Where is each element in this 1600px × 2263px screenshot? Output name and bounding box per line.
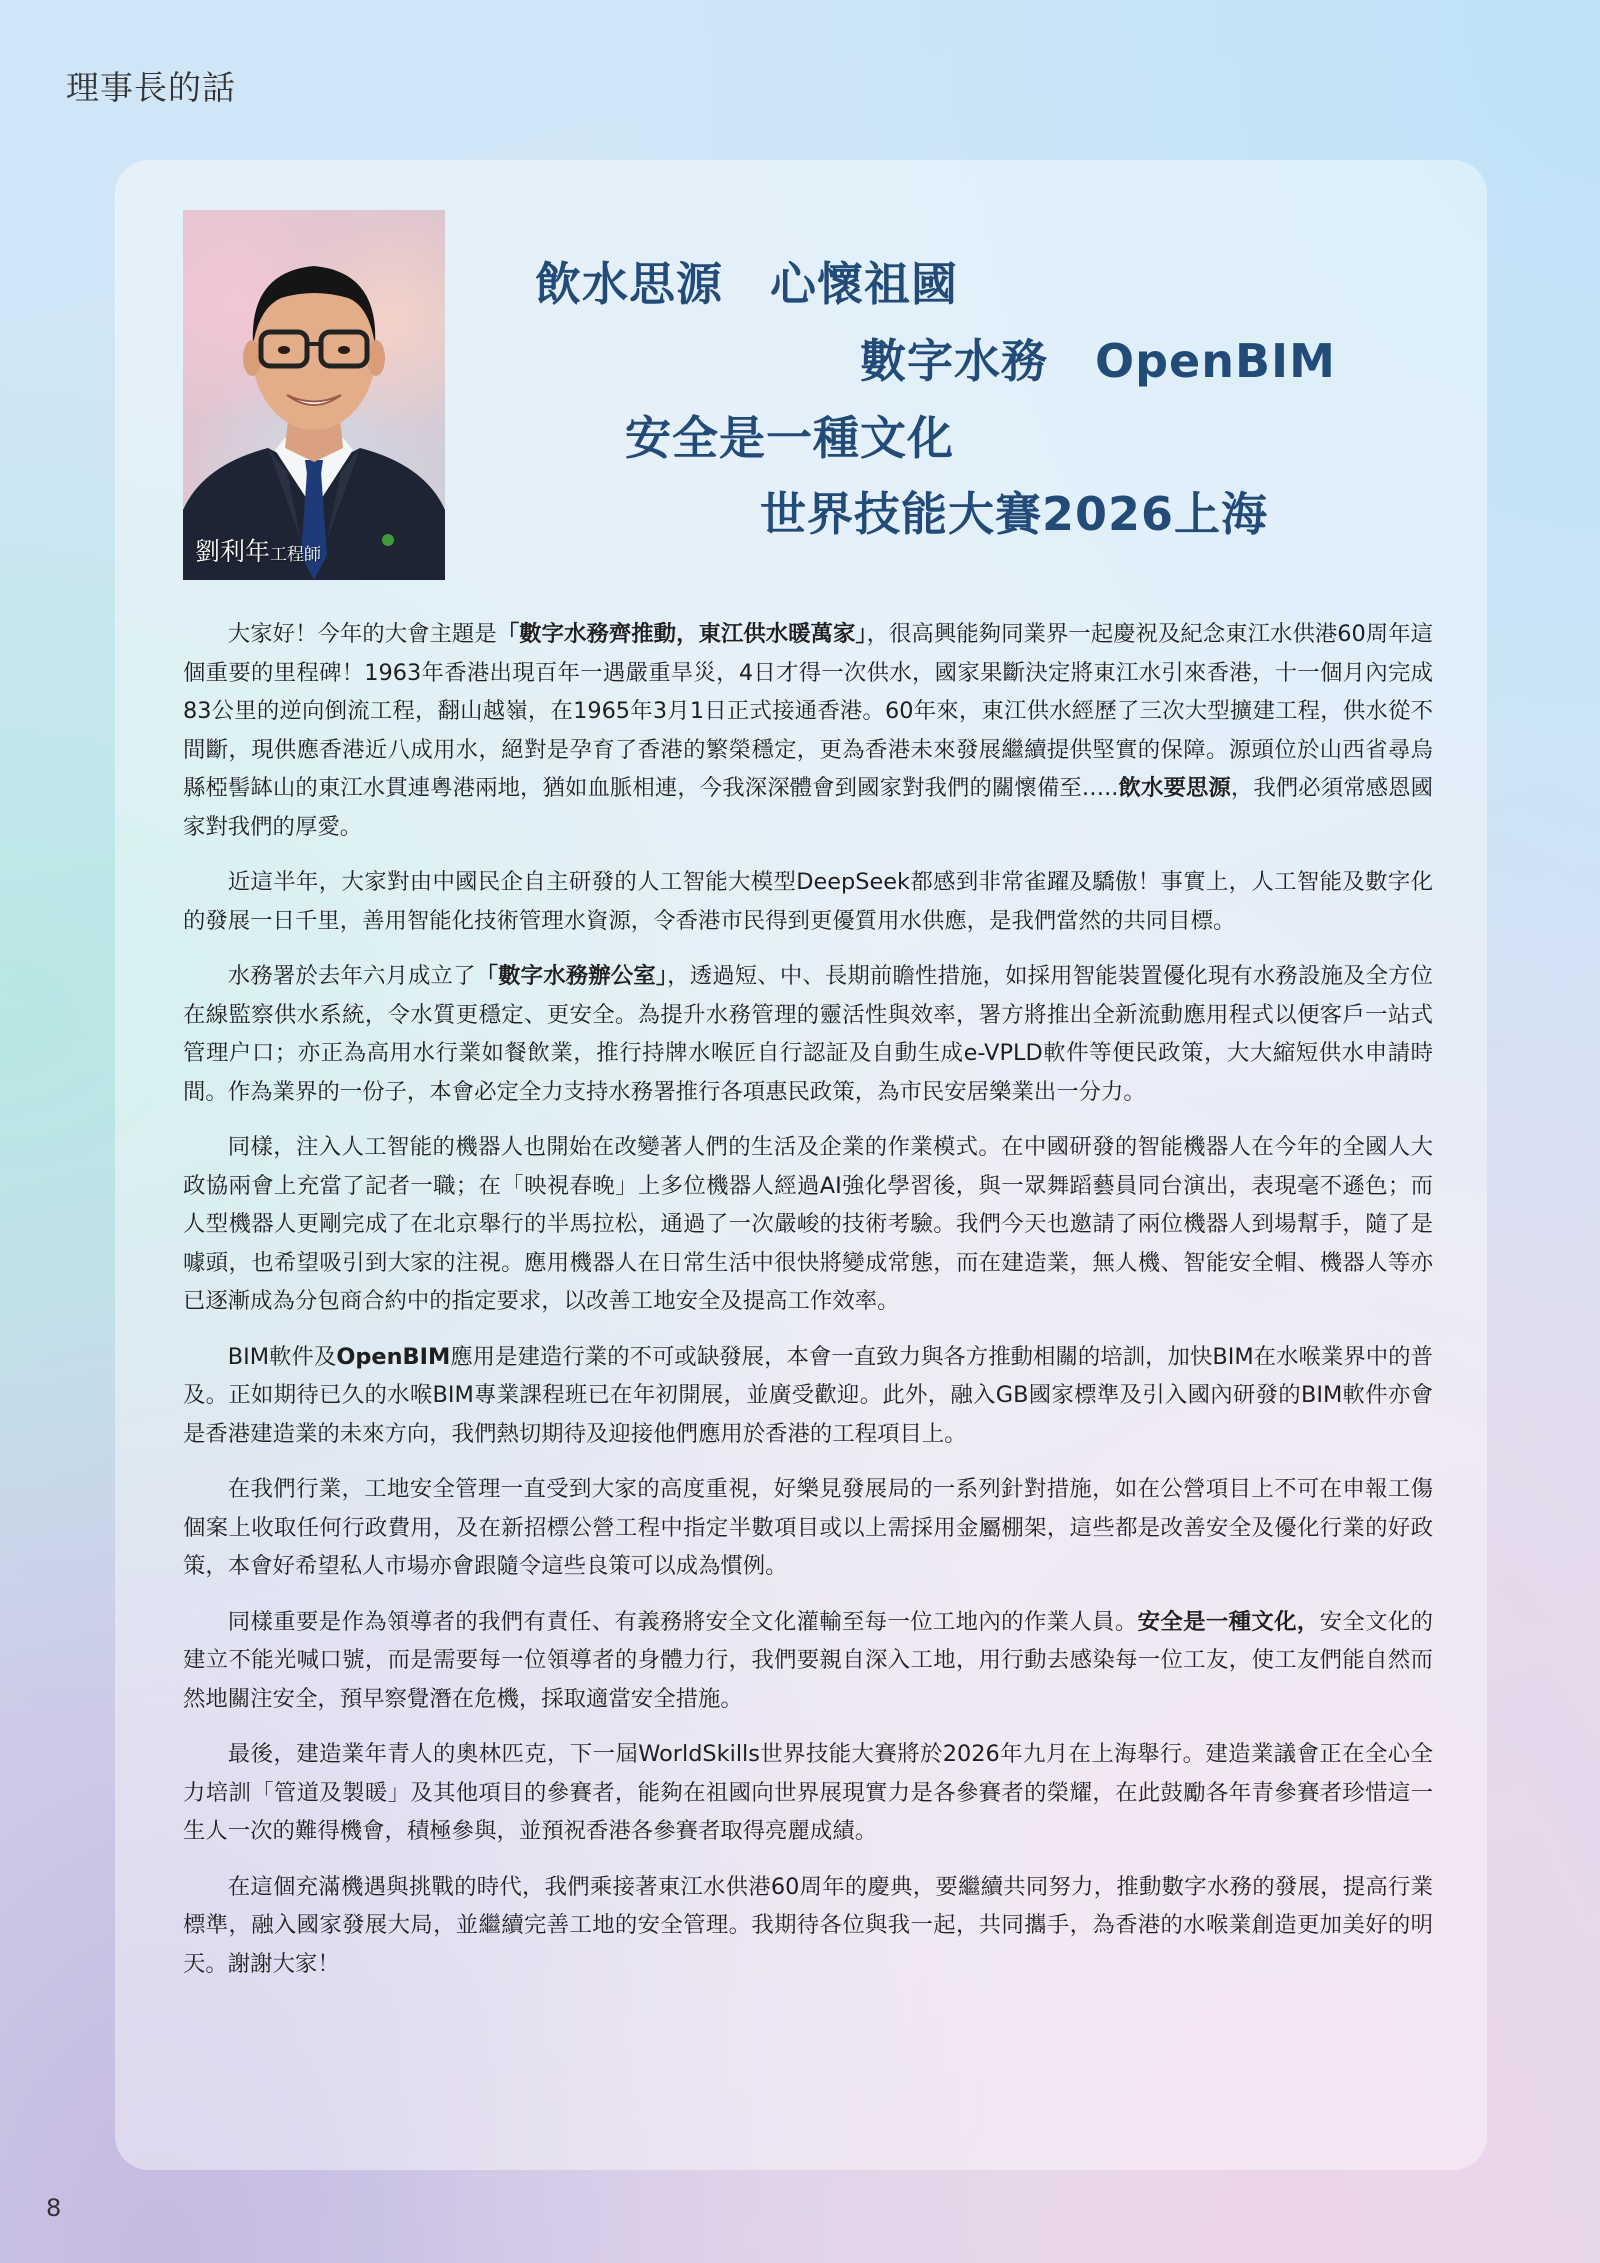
message-card — [115, 160, 1487, 2170]
paragraph-text: 同樣重要是作為領導者的我們有責任、有義務將安全文化灌輸至每一位工地內的作業人員。 — [227, 1608, 1138, 1635]
caption-name: 劉利年 — [195, 537, 271, 566]
emphasis-text: 「數字水務辦公室」 — [475, 963, 668, 989]
paragraph-text: ，透過短、中、長期前瞻性措施，如採用智能裝置優化現有水務設施及全方位在線監察供水系統，令水質更穩定、更安全。為提升水務管理的靈活性與效率，署方將推出全新流動應用程式以便客戶一站式管理户口；亦正為高用水行業如餐飲業，推行持牌水喉匠自行認証及自動生成e-VPLD軟件等便民政策，大大縮短供水申請時間。作為業界的一份子，本會必定全力支持水務署推行各項惠民政策，為市民安居樂業出一分力。 — [183, 963, 1433, 1105]
body-paragraph — [183, 957, 1433, 1111]
paragraph-text: 水務署於去年六月成立了 — [227, 963, 476, 989]
headline-4: 世界技能大賽2026上海 — [760, 487, 1269, 541]
section-title: 理事長的話 — [66, 68, 236, 107]
headline-2: 數字水務 OpenBIM — [860, 334, 1336, 388]
body-paragraph — [183, 1470, 1433, 1586]
chairman-portrait — [183, 210, 445, 580]
paragraph-text: 最後，建造業年青人的奧林匹克，下一屆WorldSkills世界技能大賽將於2026年九月在上海舉行。建造業議會正在全心全力培訓「管道及製暖」及其他項目的參賽者，能夠在祖國向世界展現實力是各參賽者的榮耀，在此鼓勵各年青參賽者珍惜這一生人一次的難得機會，積極參與，並預祝香港各參賽者取得亮麗成績。 — [183, 1741, 1433, 1844]
body-paragraph — [183, 1868, 1433, 1984]
body-paragraph — [183, 863, 1433, 940]
paragraph-text: ，很高興能夠同業界一起慶祝及紀念東江水供港60周年這個重要的里程碑！1963年香港出現百年一遇嚴重旱災，4日才得一次供水，國家果斷決定將東江水引來香港，十一個月內完成83公里的逆向倒流工程，翻山越嶺，在1965年3月1日正式接通香港。60年來，東江供水經歷了三次大型擴建工程，供水從不間斷，現供應香港近八成用水，絕對是孕育了香港的繁榮穩定，更為香港未來發展繼續提供堅實的保障。源頭位於山西省尋烏縣椏髻缽山的東江水貫連粵港兩地，猶如血脈相連，今我深深體會到國家對我們的關懷備至….. — [183, 621, 1433, 801]
paragraph-text: 在我們行業，工地安全管理一直受到大家的高度重視，好樂見發展局的一系列針對措施，如在公營項目上不可在申報工傷個案上收取任何行政費用，及在新招標公營工程中指定半數項目或以上需採用金屬棚架，這些都是改善安全及優化行業的好政策，本會好希望私人市場亦會跟隨令這些良策可以成為慣例。 — [183, 1476, 1433, 1579]
portrait-caption — [195, 532, 321, 568]
headline-3: 安全是一種文化 — [625, 411, 954, 465]
paragraph-text: 應用是建造行業的不可或缺發展，本會一直致力與各方推動相關的培訓，加快BIM在水喉業界中的普及。正如期待已久的水喉BIM專業課程班已在年初開展，並廣受歡迎。此外，融入GB國家標準及引入國內研發的BIM軟件亦會是香港建造業的未來方向，我們熱切期待及迎接他們應用於香港的工程項目上。 — [183, 1343, 1433, 1447]
body-paragraph — [183, 1338, 1433, 1454]
paragraph-text: 大家好！今年的大會主題是 — [227, 621, 497, 647]
paragraph-text: 近這半年，大家對由中國民企自主研發的人工智能大模型DeepSeek都感到非常雀躍及驕傲！事實上，人工智能及數字化的發展一日千里，善用智能化技術管理水資源，令香港市民得到更優質用水供應，是我們當然的共同目標。 — [183, 869, 1433, 934]
body-paragraph — [183, 1603, 1433, 1719]
headline-1: 飲水思源 心懷祖國 — [535, 257, 958, 311]
paragraph-text: BIM軟件及 — [227, 1343, 337, 1370]
paragraph-text: 同樣，注入人工智能的機器人也開始在改變著人們的生活及企業的作業模式。在中國研發的智能機器人在今年的全國人大政協兩會上充當了記者一職；在「映視春晚」上多位機器人經過AI強化學習後，與一眾舞蹈藝員同台演出，表現毫不遜色；而人型機器人更剛完成了在北京舉行的半馬拉松，通過了一次嚴峻的技術考驗。我們今天也邀請了兩位機器人到場幫手，隨了是噱頭，也希望吸引到大家的注視。應用機器人在日常生活中很快將變成常態，而在建造業，無人機、智能安全帽、機器人等亦已逐漸成為分包商合約中的指定要求，以改善工地安全及提高工作效率。 — [183, 1134, 1433, 1314]
page-number: 8 — [46, 2194, 62, 2222]
paragraph-text: 在這個充滿機遇與挑戰的時代，我們乘接著東江水供港60周年的慶典，要繼續共同努力，推動數字水務的發展，提高行業標準，融入國家發展大局，並繼續完善工地的安全管理。我期待各位與我一起，共同攜手，為香港的水喉業創造更加美好的明天。謝謝大家！ — [183, 1873, 1433, 1977]
body-paragraph — [183, 1735, 1433, 1851]
body-paragraph — [183, 1128, 1433, 1321]
paragraph-text: ，我們必須常感恩國家對我們的厚愛。 — [183, 775, 1434, 840]
emphasis-text: 安全是一種文化， — [1137, 1608, 1320, 1635]
emphasis-text: OpenBIM — [336, 1343, 451, 1370]
body-paragraph — [183, 615, 1433, 846]
portrait-illustration — [183, 210, 445, 580]
emphasis-text: 飲水要思源 — [1118, 775, 1231, 801]
message-body — [183, 615, 1433, 2000]
caption-title: 工程師 — [270, 545, 322, 565]
emphasis-text: 「數字水務齊推動，東江供水暖萬家」 — [496, 621, 867, 647]
paragraph-text: 安全文化的建立不能光喊口號，而是需要每一位領導者的身體力行，我們要親自深入工地，用行動去感染每一位工友，使工友們能自然而然地關注安全，預早察覺潛在危機，採取適當安全措施。 — [183, 1608, 1434, 1712]
